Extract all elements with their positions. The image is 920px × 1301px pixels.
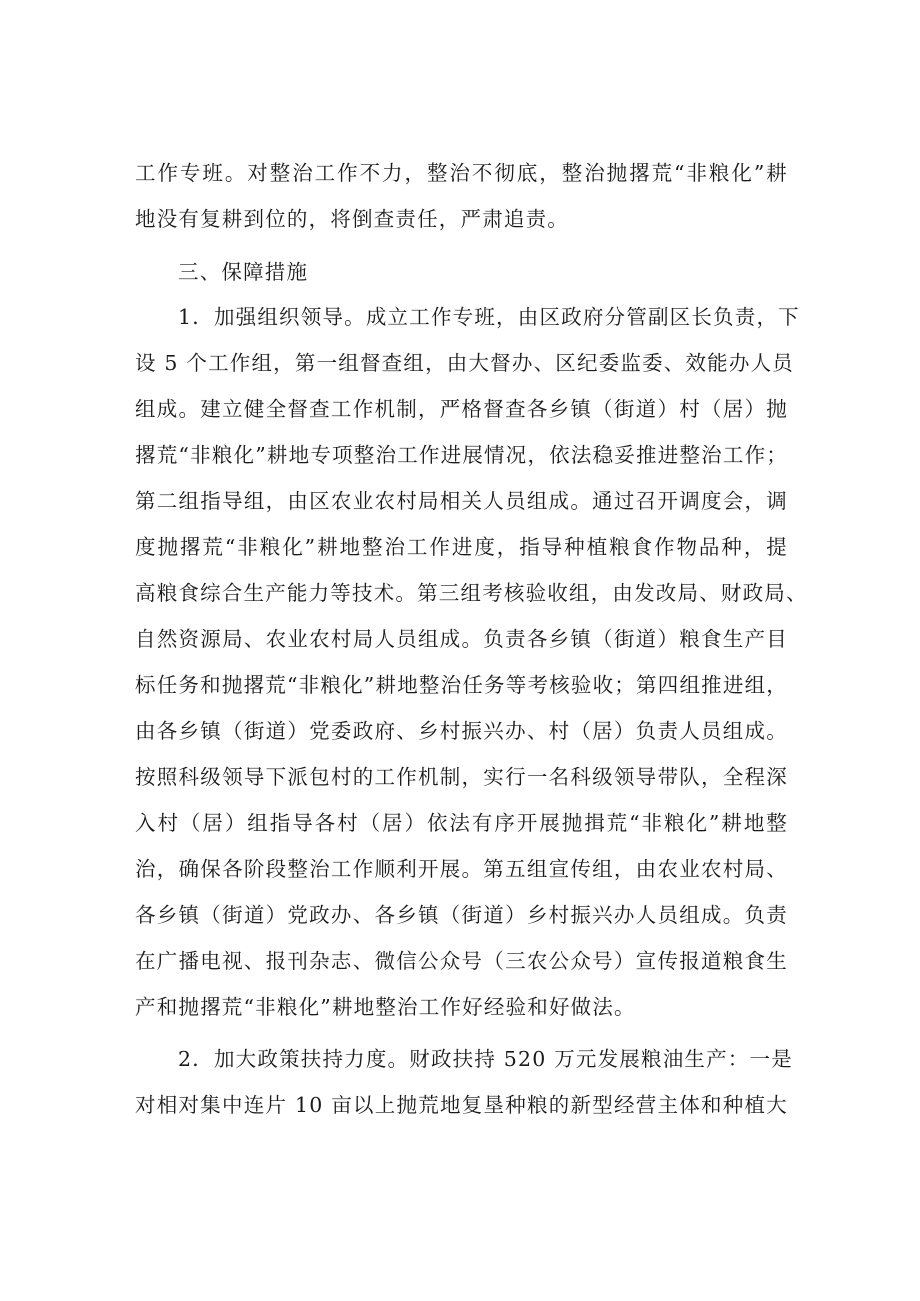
section-heading: 三、保障措施 <box>178 260 309 284</box>
text-line: 自然资源局、农业农村局人员组成。负责各乡镇（街道）粮食生产目 <box>135 627 788 651</box>
text-line: 撂荒“非粮化”耕地专项整治工作进展情况，依法稳妥推进整治工作； <box>135 443 788 467</box>
text-line: 1．加强组织领导。成立工作专班，由区政府分管副区长负责，下 <box>178 305 800 329</box>
text-line: 对相对集中连片 10 亩以上抛荒地复垦种粮的新型经营主体和种植大 <box>135 1093 788 1117</box>
text-line: 地没有复耕到位的，将倒查责任，严肃追责。 <box>135 207 569 231</box>
text-line: 在广播电视、报刊杂志、微信公众号（三农公众号）宣传报道粮食生 <box>135 949 788 973</box>
text-line: 治，确保各阶段整治工作顺利开展。第五组宣传组，由农业农村局、 <box>135 857 788 881</box>
text-line: 工作专班。对整治工作不力，整治不彻底，整治抛撂荒“非粮化”耕 <box>135 161 788 185</box>
text-line: 由各乡镇（街道）党委政府、乡村振兴办、村（居）负责人员组成。 <box>135 719 788 743</box>
text-line: 标任务和抛撂荒“非粮化”耕地整治任务等考核验收；第四组推进组， <box>135 673 788 697</box>
text-line: 设 5 个工作组，第一组督查组，由大督办、区纪委监委、效能办人员 <box>135 351 794 375</box>
text-line: 入村（居）组指导各村（居）依法有序开展抛揖荒“非粮化”耕地整 <box>135 811 788 835</box>
text-line: 高粮食综合生产能力等技术。第三组考核验收组，由发改局、财政局、 <box>135 581 808 605</box>
text-line: 产和抛撂荒“非粮化”耕地整治工作好经验和好做法。 <box>135 995 636 1019</box>
text-line: 度抛撂荒“非粮化”耕地整治工作进度，指导种植粮食作物品种，提 <box>135 535 788 559</box>
text-line: 按照科级领导下派包村的工作机制，实行一名科级领导带队，全程深 <box>135 765 788 789</box>
text-line: 第二组指导组，由区农业农村局相关人员组成。通过召开调度会，调 <box>135 489 788 513</box>
text-line: 2．加大政策扶持力度。财政扶持 520 万元发展粮油生产：一是 <box>178 1047 793 1071</box>
text-line: 各乡镇（街道）党政办、各乡镇（街道）乡村振兴办人员组成。负责 <box>135 903 788 927</box>
text-line: 组成。建立健全督查工作机制，严格督查各乡镇（街道）村（居）抛 <box>135 397 788 421</box>
